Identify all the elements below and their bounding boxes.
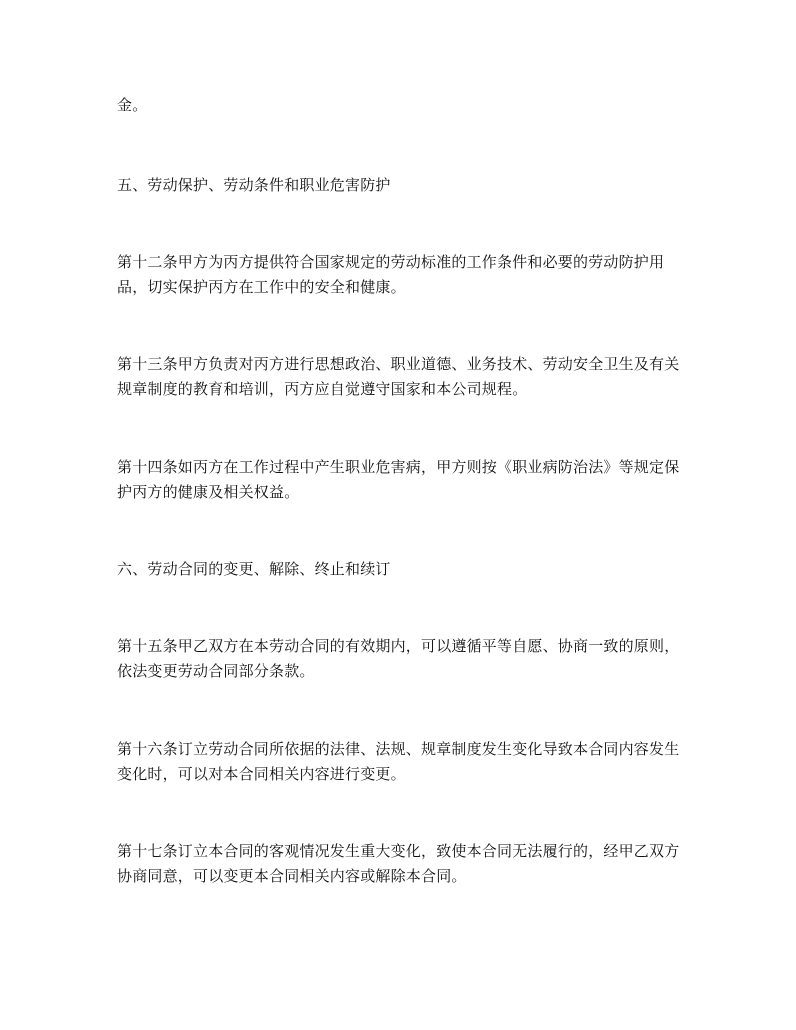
section-heading-contract-changes: 六、劳动合同的变更、解除、终止和续订 <box>117 560 391 578</box>
article-17: 第十七条订立本合同的客观情况发生重大变化，致使本合同无法履行的，经甲乙双方协商同意，可以变更本合同相关内容或解除本合同。 <box>117 842 680 885</box>
article-12: 第十二条甲方为丙方提供符合国家规定的劳动标准的工作条件和必要的劳动防护用品，切实保护丙方在工作中的安全和健康。 <box>117 253 665 296</box>
article-14: 第十四条如丙方在工作过程中产生职业危害病，甲方则按《职业病防治法》等规定保护丙方的健康及相关权益。 <box>117 458 680 501</box>
section-heading-labor-protection: 五、劳动保护、劳动条件和职业危害防护 <box>117 176 391 194</box>
paragraph-continuation: 金。 <box>117 96 148 114</box>
article-13: 第十三条甲方负责对丙方进行思想政治、职业道德、业务技术、劳动安全卫生及有关规章制度的教育和培训，丙方应自觉遵守国家和本公司规程。 <box>117 355 680 398</box>
article-16: 第十六条订立劳动合同所依据的法律、法规、规章制度发生变化导致本合同内容发生变化时，可以对本合同相关内容进行变更。 <box>117 740 680 783</box>
article-15: 第十五条甲乙双方在本劳动合同的有效期内，可以遵循平等自愿、协商一致的原则，依法变更劳动合同部分条款。 <box>117 637 680 680</box>
